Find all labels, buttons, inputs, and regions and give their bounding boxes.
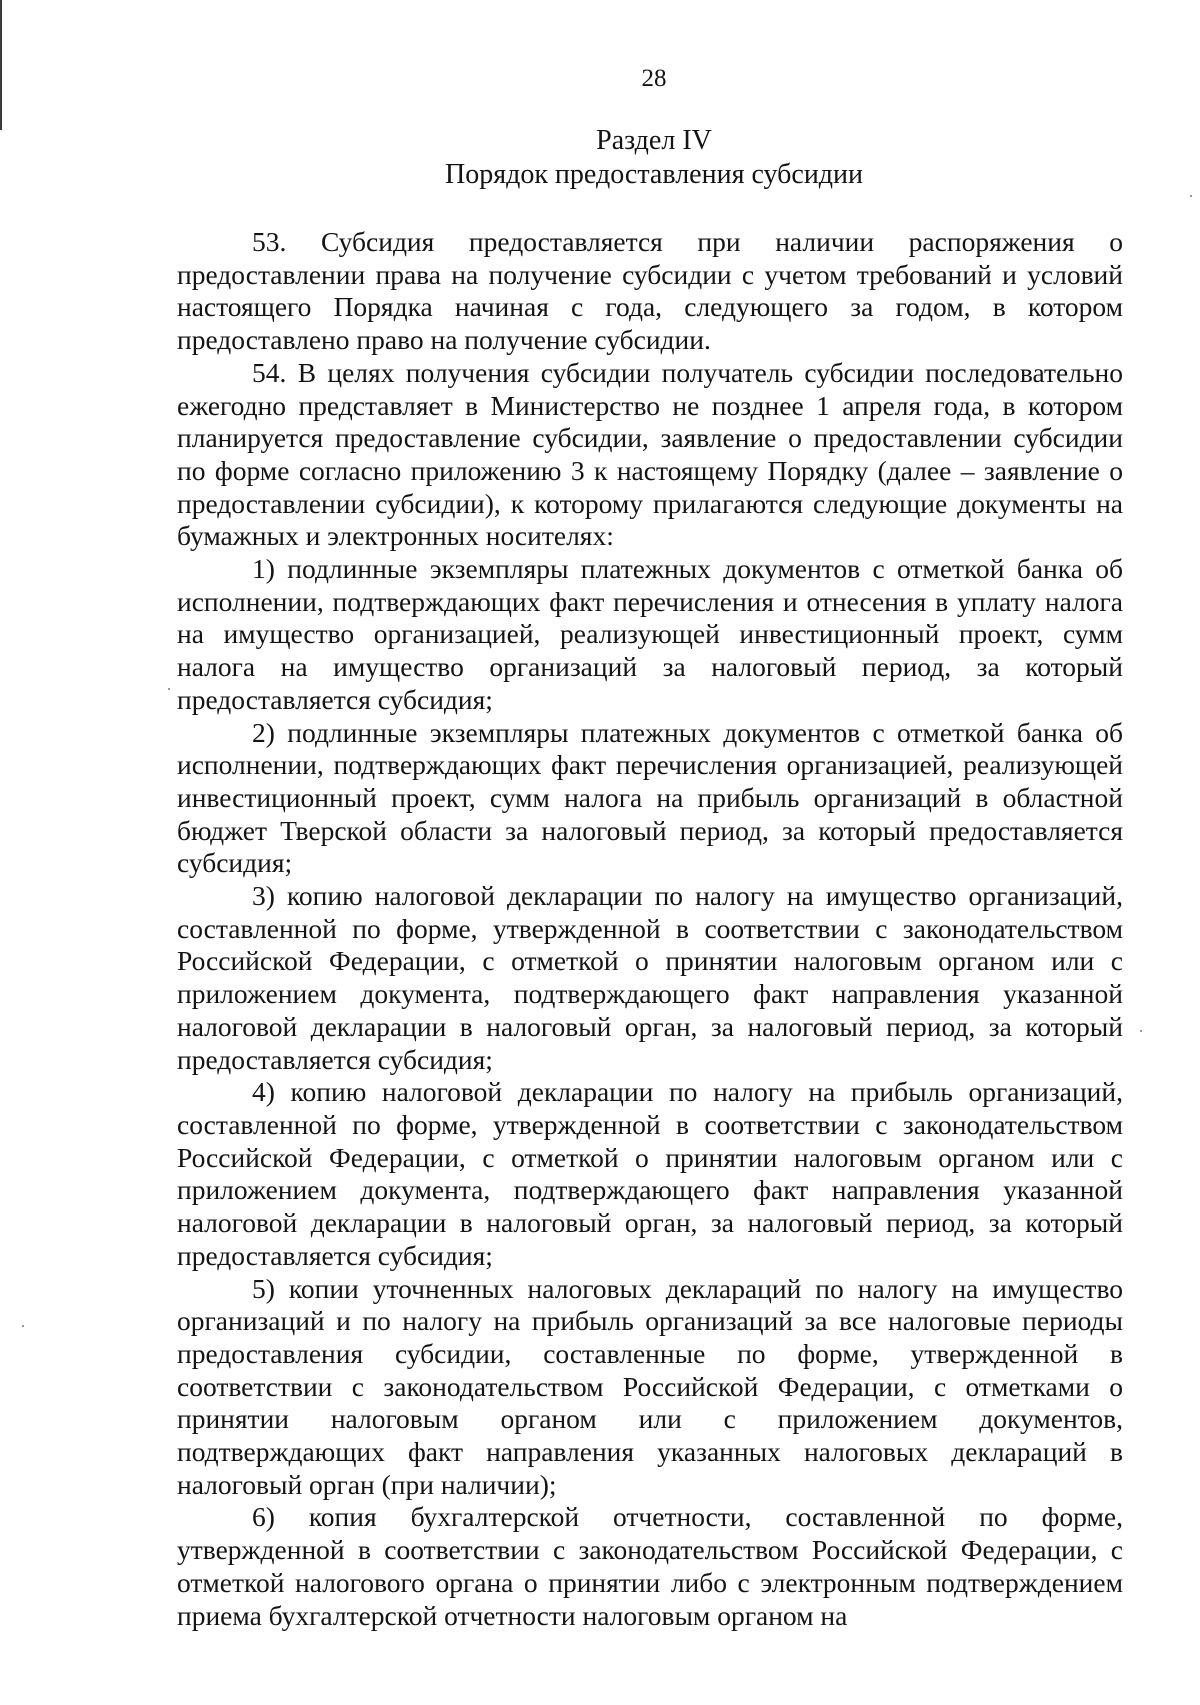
scan-speck	[1190, 195, 1192, 197]
list-item-3: 3) копию налоговой декларации по налогу на имущество организаций, составленной по форме, утвержденной в соответствии с законодательством Российской Федерации, с отметкой о принятии налоговым органом или с приложением документа, подтверждающего факт направления указанной налоговой декларации в налоговый орган, за налоговый период, за который предоставляется субсидия;	[177, 880, 1123, 1075]
paragraph-53: 53. Субсидия предоставляется при наличии распоряжения о предоставлении права на получение субсидии с учетом требований и условий настоящего Порядка начиная с года, следующего за годом, в котором предоставлено право на получение субсидии.	[177, 226, 1123, 356]
document-body	[177, 226, 1123, 1632]
list-item-2: 2) подлинные экземпляры платежных документов с отметкой банка об исполнении, подтверждающих факт перечисления организацией, реализующей инвестиционный проект, сумм налога на прибыль организаций в областной бюджет Тверской области за налоговый период, за который предоставляется субсидия;	[177, 716, 1123, 879]
scan-speck	[1140, 1030, 1142, 1032]
scan-speck	[168, 688, 170, 690]
list-item-6: 6) копия бухгалтерской отчетности, составленной по форме, утвержденной в соответствии с законодательством Российской Федерации, с отметкой налогового органа о принятии либо с электронным подтверждением приема бухгалтерской отчетности налоговым органом на	[177, 1501, 1123, 1631]
list-item-1: 1) подлинные экземпляры платежных документов с отметкой банка об исполнении, подтверждающих факт перечисления и отнесения в уплату налога на имущество организацией, реализующей инвестиционный проект, сумм налога на имущество организаций за налоговый период, за который предоставляется субсидия;	[177, 553, 1123, 715]
list-item-5: 5) копии уточненных налоговых деклараций по налогу на имущество организаций и по налогу на прибыль организаций за все налоговые периоды предоставления субсидии, составленные по форме, утвержденной в соответствии с законодательством Российской Федерации, с отметками о принятии налоговым органом или с приложением документов, подтверждающих факт направления указанных налоговых деклараций в налоговый орган (при наличии);	[177, 1272, 1123, 1500]
section-title: Раздел IV	[596, 125, 712, 156]
page-number: 28	[641, 65, 667, 92]
list-item-4: 4) копию налоговой декларации по налогу на прибыль организаций, составленной по форме, утвержденной в соответствии с законодательством Российской Федерации, с отметкой о принятии налоговым органом или с приложением документа, подтверждающего факт направления указанной налоговой декларации в налоговый орган, за налоговый период, за который предоставляется субсидия;	[177, 1076, 1123, 1271]
scan-speck	[22, 1325, 24, 1327]
section-subtitle: Порядок предоставления субсидии	[444, 159, 864, 190]
paragraph-54: 54. В целях получения субсидии получатель субсидии последовательно ежегодно представляет в Министерство не позднее 1 апреля года, в котором планируется предоставление субсидии, заявление о предоставлении субсидии по форме согласно приложению 3 к настоящему Порядку (далее – заявление о предоставлении субсидии), к которому прилагаются следующие документы на бумажных и электронных носителях:	[177, 356, 1123, 552]
